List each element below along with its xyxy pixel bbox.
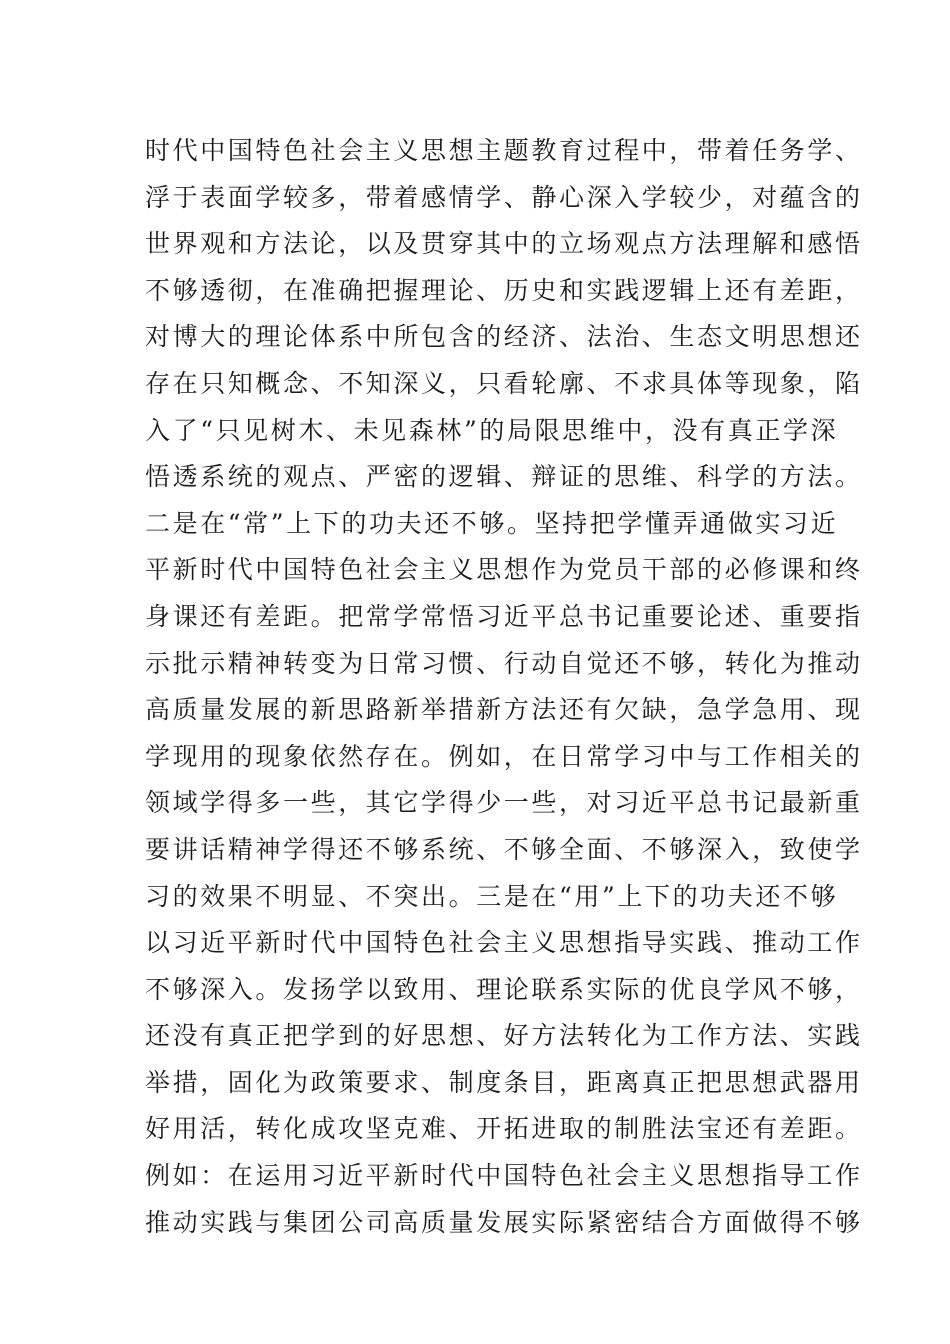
- text-line: 示批示精神转变为日常习惯、行动自觉还不够，转化为推动: [145, 648, 863, 678]
- text-line: 身课还有差距。把常学常悟习近平总书记重要论述、重要指: [145, 601, 863, 631]
- text-line: 平新时代中国特色社会主义思想作为党员干部的必修课和终: [145, 555, 863, 585]
- text-line: 习的效果不明显、不突出。三是在“用”上下的功夫还不够: [145, 881, 839, 911]
- body-text: [145, 128, 863, 1246]
- text-line: 入了“只见树木、未见森林”的局限思维中，没有真正学深: [145, 415, 839, 445]
- text-line: 时代中国特色社会主义思想主题教育过程中，带着任务学、: [145, 136, 863, 165]
- text-line: 领域学得多一些，其它学得少一些，对习近平总书记最新重: [145, 788, 863, 818]
- text-line: 浮于表面学较多，带着感情学、静心深入学较少，对蕴含的: [145, 182, 863, 212]
- text-line: 例如：在运用习近平新时代中国特色社会主义思想指导工作: [145, 1161, 863, 1191]
- text-line: 存在只知概念、不知深义，只看轮廓、不求具体等现象，陷: [145, 368, 863, 398]
- text-line: 以习近平新时代中国特色社会主义思想指导实践、推动工作: [145, 928, 863, 958]
- text-line: 推动实践与集团公司高质量发展实际紧密结合方面做得不够: [145, 1207, 863, 1237]
- text-line: 高质量发展的新思路新举措新方法还有欠缺，急学急用、现: [145, 695, 863, 725]
- text-line: 世界观和方法论，以及贯穿其中的立场观点方法理解和感悟: [145, 229, 863, 259]
- text-line: 还没有真正把学到的好思想、好方法转化为工作方法、实践: [145, 1021, 863, 1051]
- text-line: 不够深入。发扬学以致用、理论联系实际的优良学风不够，: [145, 974, 863, 1004]
- text-line: 不够透彻，在准确把握理论、历史和实践逻辑上还有差距，: [145, 275, 863, 305]
- text-line: 要讲话精神学得还不够系统、不够全面、不够深入，致使学: [145, 834, 863, 864]
- text-line: 悟透系统的观点、严密的逻辑、辩证的思维、科学的方法。: [145, 462, 863, 492]
- text-line: 好用活，转化成攻坚克难、开拓进取的制胜法宝还有差距。: [145, 1114, 863, 1144]
- text-line: 举措，固化为政策要求、制度条目，距离真正把思想武器用: [145, 1067, 863, 1097]
- text-line: 对博大的理论体系中所包含的经济、法治、生态文明思想还: [145, 322, 863, 352]
- text-line: 二是在“常”上下的功夫还不够。坚持把学懂弄通做实习近: [145, 508, 839, 538]
- text-line: 学现用的现象依然存在。例如，在日常学习中与工作相关的: [145, 741, 863, 771]
